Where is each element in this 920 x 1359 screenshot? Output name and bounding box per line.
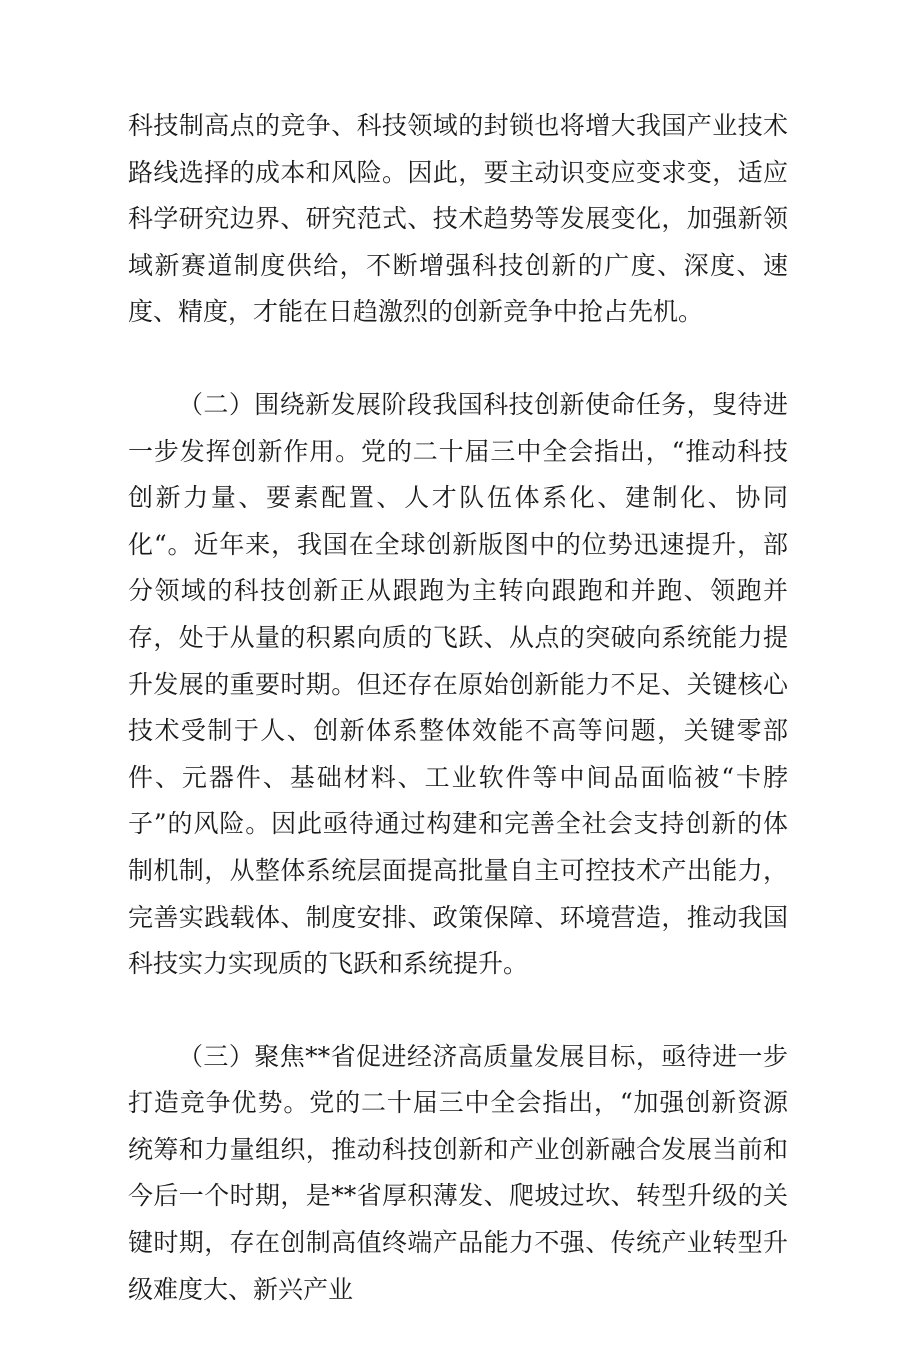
document-body (128, 103, 788, 1359)
paragraph-section-two: （二）围绕新发展阶段我国科技创新使命任务，叟待进一步发挥创新作用。党的二十届三中全会指出，“推动科技创新力量、要素配置、人才队伍体系化、建制化、协同化“。近年来，我国在全球创新版图中的位势迅速提升，部分领域的科技创新正从跟跑为主转向跟跑和并跑、领跑并存，处于从量的积累向质的飞跃、从点的突破向系统能力提升发展的重要时期。但还存在原始创新能力不足、关键核心技术受制于人、创新体系整体效能不高等问题，关键零部件、元器件、基础材料、工业软件等中间品面临被“卡脖子”的风险。因此亟待通过构建和完善全社会支持创新的体制机制，从整体系统层面提高批量自主可控技术产出能力，完善实践载体、制度安排、政策保障、环境营造，推动我国科技实力实现质的飞跃和系统提升。 (128, 389, 788, 979)
paragraph-section-three: （三）聚焦**省促进经济高质量发展目标，亟待进一步打造竞争优势。党的二十届三中全会指出，“加强创新资源统筹和力量组织，推动科技创新和产业创新融合发展当前和今后一个时期，是**省厚积薄发、爬坡过坎、转型升级的关键时期，存在创制高值终端产品能力不强、传统产业转型升级难度大、新兴产业 (128, 1041, 788, 1304)
paragraph-continuation: 科技制高点的竞争、科技领域的封锁也将增大我国产业技术路线选择的成本和风险。因此，要主动识变应变求变，适应科学研究边界、研究范式、技术趋势等发展变化，加强新领域新赛道制度供给，不断增强科技创新的广度、深度、速度、精度，才能在日趋激烈的创新竞争中抢占先机。 (128, 111, 788, 327)
